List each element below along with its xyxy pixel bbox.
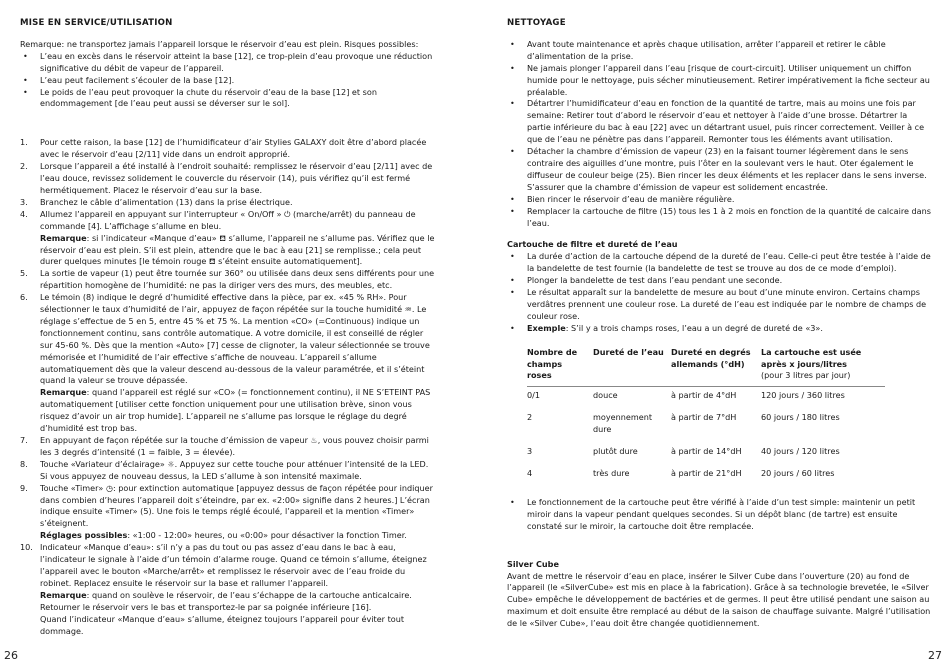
step-3: 3. Branchez le câble d’alimentation (13) dans la prise électrique. bbox=[20, 196, 293, 207]
list-item: • Détacher la chambre d’émission de vapeur (23) en la faisant tourner légèrement dans le sens contraire des aiguilles d’une montre, puis l’ôter en la soulevant vers le haut. Oter également le diffuseur de couleur beige (25). Bien rincer les deux éléments et les replacer dans le sens inverse. S’assurer que la chambre d’émission de vapeur est solidement encastrée. bbox=[507, 146, 931, 194]
list-item: • L’eau peut facilement s’écouler de la base [12]. bbox=[20, 75, 436, 87]
col-header: Nombre de champs roses bbox=[527, 347, 593, 387]
hardness-table bbox=[527, 347, 885, 487]
silver-cube-heading: Silver Cube bbox=[507, 558, 559, 569]
mirror-test-list bbox=[507, 497, 931, 533]
dimmer-icon: ☼ bbox=[167, 459, 175, 469]
step-2: 2. Lorsque l’appareil a été installé à l’endroit souhaité: remplissez le réservoir d’eau [2/11] avec de l’eau douce, revissez solidement le couvercle du réservoir (14), puis vérifiez qu’il est fermé hermétiquement. Placez le réservoir d’eau sur la base. bbox=[20, 161, 433, 195]
list-item: • La durée d’action de la cartouche dépend de la dureté de l’eau. Celle-ci peut être testée à l’aide de la bandelette de test fournie (la bandelette de test se trouve au dos de ce mode d’emploi). bbox=[507, 251, 931, 275]
page-number: 26 bbox=[4, 649, 18, 662]
list-item: • Remplacer la cartouche de filtre (15) tous les 1 à 2 mois en fonction de la quantité de calcaire dans l’eau. bbox=[507, 206, 931, 230]
step-5: 5. La sortie de vapeur (1) peut être tournée sur 360° ou utilisée dans deux sens différents pour une répartition homogène de l’humidité: ne pas la diriger vers des murs, des meubles, etc. bbox=[20, 268, 435, 291]
table-row: 2 moyennement dure à partir de 7°dH 60 jours / 180 litres bbox=[527, 412, 840, 435]
table-row: 4 très dure à partir de 21°dH 20 jours / 60 litres bbox=[527, 468, 835, 478]
left-column bbox=[20, 14, 436, 637]
section-heading-cleaning: NETTOYAGE bbox=[507, 18, 566, 28]
list-item: • Bien rincer le réservoir d’eau de manière régulière. bbox=[507, 194, 931, 206]
section-heading-usage: MISE EN SERVICE/UTILISATION bbox=[20, 18, 173, 28]
list-item: • L’eau en excès dans le réservoir atteint la base [12], ce trop-plein d’eau provoque une réduction significative du débit de vapeur de l’appareil. bbox=[20, 51, 436, 75]
step-4: 4. Allumez l’appareil en appuyant sur l’interrupteur « On/Off » ⏻ (marche/arrêt) du panneau de commande [4]. L’affichage s’allume en bleu. Remarque: si l’indicateur «Manque d’eau» ⛾ s’allume, l’appareil ne s’allume pas. Vérifiez que le réservoir d’eau est plein. S’il est plein, attendre que le bac à eau [21] se remplisse.; cela peut durer quelques minutes [le témoin rouge ⛾ s’éteint ensuite automatiquement]. bbox=[20, 208, 435, 267]
cleaning-list bbox=[507, 39, 931, 230]
power-icon: ⏻ bbox=[284, 209, 291, 219]
steam-icon: ♨ bbox=[310, 436, 318, 445]
step-8: 8. Touche «Variateur d’éclairage» ☼. Appuyez sur cette touche pour atténuer l’intensité de la LED. Si vous appuyez de nouveau dessus, la LED s’allume à son intensité maximale. bbox=[20, 458, 429, 481]
list-item: • Ne jamais plonger l’appareil dans l’eau [risque de court-circuit]. Utiliser uniquement un chiffon humide pour le nettoyage, puis sécher minutieusement. Retirer impérativement la fiche secteur au préalable. bbox=[507, 63, 931, 99]
water-tank-icon: ⛾ bbox=[219, 233, 226, 243]
right-column bbox=[507, 14, 931, 630]
filter-list bbox=[507, 251, 931, 334]
list-item: • Plonger la bandelette de test dans l’eau pendant une seconde. bbox=[507, 275, 931, 287]
list-item: • Le poids de l’eau peut provoquer la chute du réservoir d’eau de la base [12] et son endommagement [de l’eau peut aussi se déverser sur le sol]. bbox=[20, 87, 436, 111]
timer-icon: ◷ bbox=[105, 483, 113, 493]
right-page bbox=[475, 0, 950, 668]
humidity-icon: ♒ bbox=[404, 305, 412, 315]
risk-list bbox=[20, 51, 436, 111]
step-7: 7. En appuyant de façon répétée sur la touche d’émission de vapeur ♨, vous pouvez choisir parmi les 3 degrés d’intensité (1 = faible, 3 = élevée). bbox=[20, 435, 429, 457]
filter-heading: Cartouche de filtre et dureté de l’eau bbox=[507, 239, 678, 250]
list-item: • Le résultat apparaît sur la bandelette de mesure au bout d’une minute environ. Certains champs verdâtres prennent une couleur rose. La dureté de l’eau est indiquée par le nombre de champs de couleur rose. bbox=[507, 287, 931, 323]
list-item: • Avant toute maintenance et après chaque utilisation, arrêter l’appareil et retirer le câble d’alimentation de la prise. bbox=[507, 39, 931, 63]
table-row: 3 plutôt dure à partir de 14°dH 40 jours / 120 litres bbox=[527, 446, 840, 457]
list-item: • Exemple: S’il y a trois champs roses, l’eau a un degré de dureté de «3». bbox=[507, 323, 931, 335]
list-item: • Le fonctionnement de la cartouche peut être vérifié à l’aide d’un test simple: maintenir un petit miroir dans la vapeur pendant quelques secondes. Si un dépôt blanc (de tartre) est ensuite constaté sur le miroir, la cartouche doit être remplacée. bbox=[507, 497, 931, 533]
table-row: 0/1 douce à partir de 4°dH 120 jours / 360 litres bbox=[527, 390, 845, 401]
water-tank-icon: ⛾ bbox=[209, 257, 216, 267]
step-1: 1. Pour cette raison, la base [12] de l’humidificateur d’air Stylies GALAXY doit être d’abord placée avec le réservoir d’eau [2/11] vide dans un endroit approprié. bbox=[20, 137, 427, 160]
page-number: 27 bbox=[928, 649, 942, 662]
col-header: Dureté en degrés allemands (°dH) bbox=[671, 347, 761, 387]
list-item: • Détartrer l’humidificateur d’eau en fonction de la quantité de tartre, mais au moins une fois par semaine: Retirer tout d’abord le réservoir d’eau et nettoyer à l’aide d’une brosse. Détartrer la partie inférieure du bac à eau [22] avec un détartrant usuel, puis rincer correctement. Veiller à ce que de l’eau ne pénètre pas dans l’appareil. Remonter tous les éléments avant utilisation. bbox=[507, 98, 931, 146]
transport-remark: Remarque: ne transportez jamais l’appareil lorsque le réservoir d’eau est plein. Risques possibles: bbox=[20, 38, 419, 49]
steps-list bbox=[20, 137, 436, 637]
col-header: La cartouche est usée après x jours/litres (pour 3 litres par jour) bbox=[761, 347, 885, 387]
col-header: Dureté de l’eau bbox=[593, 347, 671, 387]
step-9: 9. Touche «Timer» ◷: pour extinction automatique [appuyez dessus de façon répétée pour indiquer dans combien d’heures l’appareil doit s’éteindre, par ex. «2:00» signifie dans 2 heures.] L’écran indique ensuite «Timer» (5). Une fois le temps réglé écoulé, l’appareil et la mention «Timer» s’éteignent. Réglages possibles: «1:00 - 12:00» heures, ou «0:00» pour désactiver la fonction Timer. bbox=[20, 482, 433, 541]
step-10: 10. Indicateur «Manque d’eau»: s’il n’y a pas du tout ou pas assez d’eau dans le bac à eau, l’indicateur le signale à l’aide d’un témoin d’alarme rouge. Quand ce témoin s’allume, éteignez l’appareil avec le bouton «Marche/arrêt» et remplissez le réservoir avec de l’eau froide du robinet. Replacez ensuite le réservoir sur la base et rallumer l’appareil. Remarque: quand on soulève le réservoir, de l’eau s’échappe de la cartouche anticalcaire. Retourner le réservoir vers le bas et transportez-le par sa poignée inférieure [16]. Quand l’indicateur «Manque d’eau» s’allume, éteignez toujours l’appareil pour éviter tout dommage. bbox=[20, 542, 427, 636]
table-header-row bbox=[527, 347, 885, 387]
step-6: 6. Le témoin (8) indique le degré d’humidité effective dans la pièce, par ex. «45 % RH». Pour sélectionner le taux d’humidité de l’air, appuyez de façon répétée sur la touche humidité ♒. Le réglage s’effectue de 5 en 5, entre 45 % et 75 %. La mention «CO» (=Continuous) indique un fonctionnement continu, sans contrôle automatique. A votre domicile, il est conseillé de régler sur 45-60 %. Dès que la mention «Auto» [7] cesse de clignoter, la valeur sélectionnée se trouve mémorisée et l’humidité de l’air effective s’affiche de nouveau. L’appareil s’allume automatiquement dès que la valeur descend au-dessous de la valeur paramétrée, et il s’éteint quand la valeur se trouve dépassée. Remarque: quand l’appareil est réglé sur «CO» (= fonctionnement continu), il NE S’ETEINT PAS automatiquement [utiliser cette fonction uniquement pour une utilisation brève, sinon vous risquez d’avoir un air trop humide]. L’appareil ne s’allume pas lorsque le réglage du degré d’humidité est trop bas. bbox=[20, 292, 431, 434]
silver-cube-text: Avant de mettre le réservoir d’eau en place, insérer le Silver Cube dans l’ouverture (20) au fond de l’appareil (le «SilverCube» est mis en place à la fabrication). Grâce à sa technologie brevetée, le «Silver Cube» empêche le développement de bactéries et de germes. Il peut être utilisé pendant une saison au maximum et doit ensuite être remplacé au début de la saison de chauffage suivante. Malgré l’utilisation de le «Silver Cube», l’eau doit être changée quotidiennement. bbox=[507, 570, 931, 629]
